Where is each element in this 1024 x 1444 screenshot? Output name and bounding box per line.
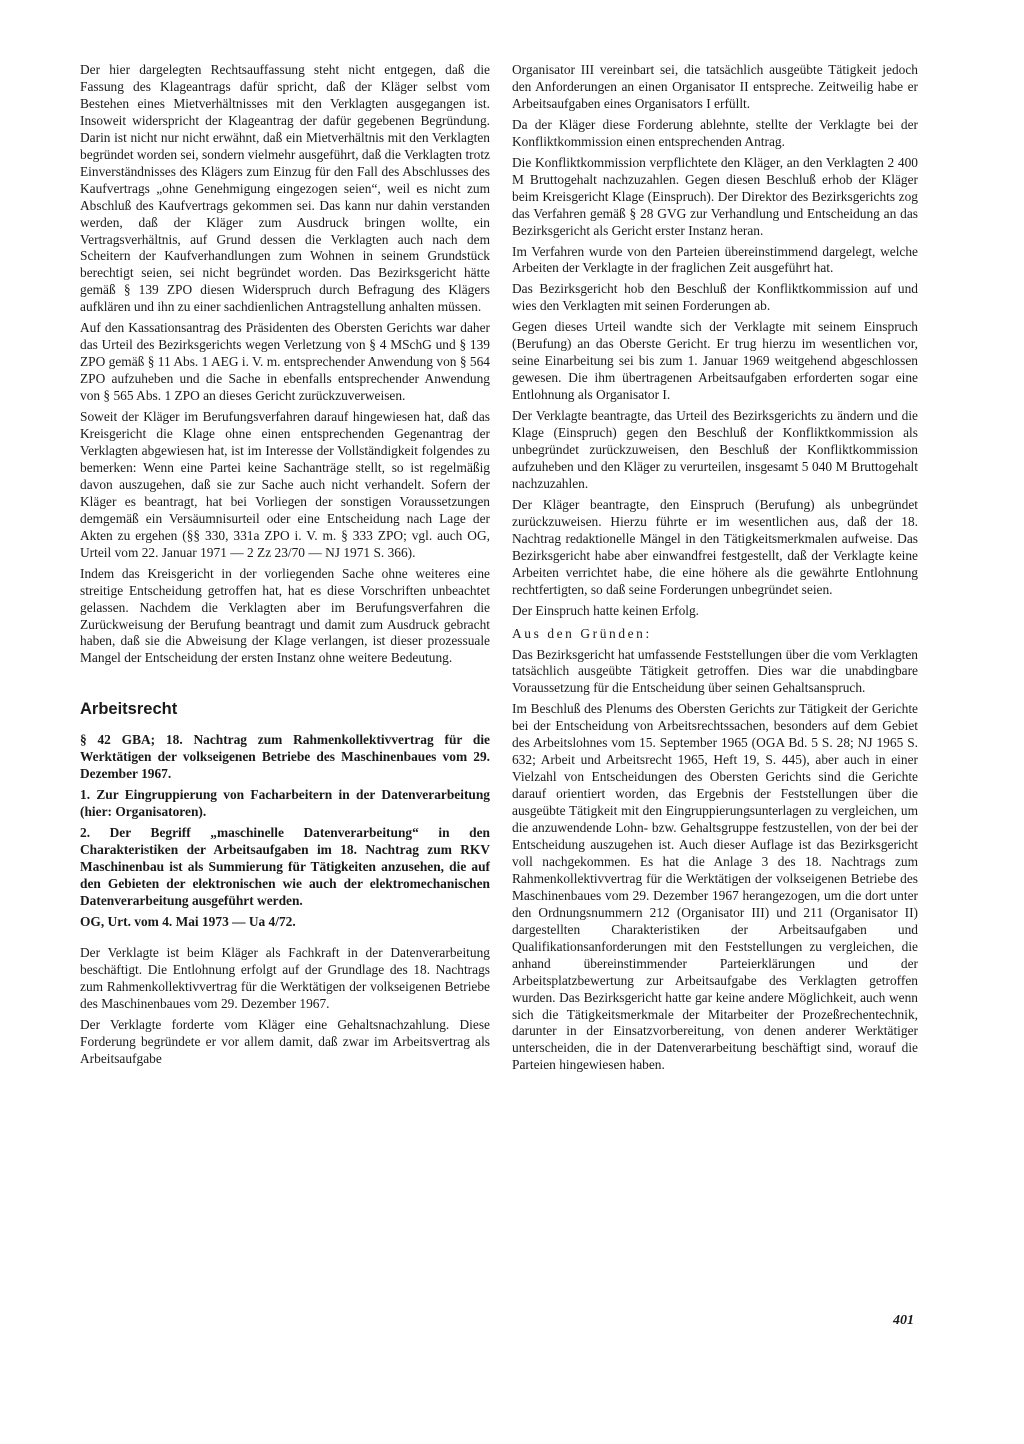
- paragraph: Im Verfahren wurde von den Parteien übereinstimmend dargelegt, welche Arbeiten der Verklagte in der fraglichen Zeit ausgeführt hat.: [512, 243, 918, 276]
- paragraph: Das Bezirksgericht hob den Beschluß der Konfliktkommission auf und wies den Verklagten mit seinen Forderungen ab.: [512, 281, 918, 314]
- headnote-item: 1. Zur Eingruppierung von Facharbeitern in der Datenverarbeitung (hier: Organisatoren).: [80, 787, 490, 820]
- page-number: 401: [893, 1313, 914, 1328]
- right-column: [512, 62, 918, 1078]
- paragraph: Der Verklagte forderte vom Kläger eine Gehaltsnachzahlung. Diese Forderung begründete er vor allem damit, daß zwar im Arbeitsvertrag als Arbeitsaufgabe: [80, 1016, 490, 1066]
- headnote-statutes: § 42 GBA; 18. Nachtrag zum Rahmenkollektivvertrag für die Werktätigen der volkseigenen Betriebe des Maschinenbaues vom 29. Dezember 1967.: [80, 732, 490, 782]
- headnote-item: 2. Der Begriff „maschinelle Datenverarbeitung“ in den Charakteristiken der Arbeitsaufgaben im 18. Nachtrag zum RKV Maschinenbau ist als Summierung für Tätigkeiten anzusehen, die auf den Gebieten der elektronischen wie auch der elektromechanischen Datenverarbeitung ausgeführt werden.: [80, 825, 490, 908]
- section-heading: Arbeitsrecht: [80, 700, 178, 719]
- paragraph: Der hier dargelegten Rechtsauffassung steht nicht entgegen, daß die Fassung des Klageantrags dafür spricht, daß der Kläger selbst vom Bestehen eines Mietverhältnisses mit den Verklagten ausgegangen ist. Insoweit widerspricht der Klageantrag der dafür gegebenen Begründung. Darin ist nicht nur nicht erwähnt, daß ein Mietverhältnis mit den Verklagten begründet worden sei, sondern vielmehr ausgeführt, daß die Verklagten trotz Einverständnisses des Klägers zum Einzug für den Fall des Abschlusses des Kaufvertrags „ohne Genehmigung eingezogen seien“, weil es nicht zum Abschluß des Kaufvertrags gekommen sei. Das kann nur dahin verstanden werden, daß der Kläger zum Ausdruck bringen wollte, ein Vertragsverhältnis, auf Grund dessen die Verklagten auch nach dem Scheitern der Kaufverhandlungen zum Wohnen in seinem Grundstück berechtigt seien, sei nicht begründet worden. Das Bezirksgericht hätte gemäß § 139 ZPO diesen Widerspruch durch Befragung des Klägers aufklären und ihn zu einer sachdienlichen Antragstellung anhalten müssen.: [80, 62, 490, 315]
- paragraph: Der Kläger beantragte, den Einspruch (Berufung) als unbegründet zurückzuweisen. Hierzu führte er im wesentlichen aus, daß der 18. Nachtrag redaktionelle Mängel in den Tätigkeitsmerkmalen aufweise. Das Bezirksgericht habe aber einwandfrei festgestellt, daß der Verklagte keine Arbeiten verrichtet habe, die eine höhere als die gewährte Entlohnung rechtfertigten, so daß seine Forderungen unbegründet seien.: [512, 496, 918, 597]
- paragraph: Indem das Kreisgericht in der vorliegenden Sache ohne weiteres eine streitige Entscheidung getroffen hat, hat es diese Vorschriften unbeachtet gelassen. Nachdem die Verklagten aber im Berufungsverfahren die Zurückweisung der Berufung beantragt und damit zum Ausdruck gebracht haben, daß sie die Abweisung der Klage verlangen, ist dieser prozessuale Mangel der Entscheidung der ersten Instanz ohne weitere Bedeutung.: [80, 565, 490, 666]
- decision-citation: OG, Urt. vom 4. Mai 1973 — Ua 4/72.: [80, 913, 296, 929]
- paragraph: Da der Kläger diese Forderung ablehnte, stellte der Verklagte bei der Konfliktkommission einen entsprechenden Antrag.: [512, 116, 918, 149]
- paragraph: Im Beschluß des Plenums des Obersten Gerichts zur Tätigkeit der Gerichte bei der Entscheidung von Arbeitsrechtssachen, besonders auf dem Gebiet des Arbeitslohnes vom 15. September 1965 (OGA Bd. 5 S. 28; NJ 1965 S. 632; Arbeit und Arbeitsrecht 1965, Heft 19, S. 445), aber auch in einer Vielzahl von Entscheidungen des Obersten Gerichts sind die Gerichte darauf orientiert worden, das Ergebnis der Feststellungen über die ausgeübte Tätigkeit mit den Eingruppierungsunterlagen zu vergleichen, um die anzuwendende Lohn- bzw. Gehaltsgruppe festzustellen, von der bei der Entscheidung auszugehen ist. Auch dieser Auflage ist das Bezirksgericht voll nachgekommen. Es hat die Anlage 3 des 18. Nachtrags zum Rahmenkollektivvertrag für die Werktätigen der volkseigenen Betriebe des Maschinenbaues vom 29. Dezember 1967 herangezogen, um die dort unter den Ordnungsnummern 212 (Organisator III) und 211 (Organisator II) dargestellten Charakteristiken der Arbeitsaufgaben und Qualifikationsanforderungen mit den Feststellungen zu vergleichen, die anhand übereinstimmender Parteierklärungen und der Arbeitsplatzbewertung zur Arbeitsaufgabe des Verklagten getroffen wurden. Das Bezirksgericht hatte gar keine andere Möglichkeit, auch wenn sich die Tätigkeitsmerkmale der Mitarbeiter der Prozeßrechentechnik, darunter in der Einsatzvorbereitung, von denen anderer Werktätiger unterscheiden, die in der Datenverarbeitung beschäftigt sind, worauf die Parteien hingewiesen haben.: [512, 701, 918, 1073]
- paragraph: Auf den Kassationsantrag des Präsidenten des Obersten Gerichts war daher das Urteil des Bezirksgerichts wegen Verletzung von § 4 MSchG und § 139 ZPO gemäß § 11 Abs. 1 AEG i. V. m. entsprechender Anwendung von § 564 ZPO aufzuheben und die Sache in ebenfalls entsprechender Anwendung von § 565 Abs. 1 ZPO an dieses Gericht zurückzuverweisen.: [80, 320, 490, 404]
- paragraph: Der Verklagte beantragte, das Urteil des Bezirksgerichts zu ändern und die Klage (Einspruch) gegen den Beschluß der Konfliktkommission als unbegründet zurückzuweisen, den Beschluß der Konfliktkommission aufzuheben und den Kläger zu verurteilen, insgesamt 5 040 M Bruttogehalt nachzuzahlen.: [512, 408, 918, 491]
- reasons-heading: Aus den Gründen:: [512, 625, 652, 641]
- paragraph: Soweit der Kläger im Berufungsverfahren darauf hingewiesen hat, daß das Kreisgericht die Klage ohne einen entsprechenden Gegenantrag der Verklagten abgewiesen hat, ist im Interesse der Vollständigkeit folgendes zu bemerken: Wenn eine Partei keine Sachanträge stellt, so ist regelmäßig davon auszugehen, daß sie zur Sache auch nicht verhandelt. Sofern der Kläger es beantragt, hat bei Vorliegen der sonstigen Voraussetzungen demgemäß ein Versäumnisurteil oder eine Entscheidung nach Lage der Akten zu ergehen (§§ 330, 331a ZPO i. V. m. § 333 ZPO; vgl. auch OG, Urteil vom 22. Januar 1971 — 2 Zz 23/70 — NJ 1971 S. 366).: [80, 409, 490, 560]
- paragraph: Gegen dieses Urteil wandte sich der Verklagte mit seinem Einspruch (Berufung) an das Oberste Gericht. Er trug hierzu im wesentlichen vor, seine Einarbeitung sei bis zum 1. Januar 1969 weitgehend abgeschlossen gewesen. Die ihm übertragenen Arbeitsaufgaben erforderten sogar eine Entlohnung als Organisator I.: [512, 319, 918, 403]
- left-column: [80, 62, 490, 1071]
- paragraph: Organisator III vereinbart sei, die tatsächlich ausgeübte Tätigkeit jedoch den Anforderungen an einen Organisator II entspreche. Zeitweilig habe er Arbeitsaufgaben eines Organisators I erfüllt.: [512, 62, 918, 111]
- paragraph: Das Bezirksgericht hat umfassende Feststellungen über die vom Verklagten tatsächlich ausgeübte Tätigkeit getroffen. Dies war die unabdingbare Voraussetzung für die Entscheidung über seinen Gehaltsanspruch.: [512, 646, 918, 696]
- paragraph: Der Verklagte ist beim Kläger als Fachkraft in der Datenverarbeitung beschäftigt. Die Entlohnung erfolgt auf der Grundlage des 18. Nachtrags zum Rahmenkollektivvertrag für die Werktätigen der volkseigenen Betriebe des Maschinenbaues vom 29. Dezember 1967.: [80, 944, 490, 1011]
- paragraph: Der Einspruch hatte keinen Erfolg.: [512, 602, 700, 618]
- paragraph: Die Konfliktkommission verpflichtete den Kläger, an den Verklagten 2 400 M Bruttogehalt nachzuzahlen. Gegen diesen Beschluß erhob der Kläger beim Kreisgericht Klage (Einspruch). Der Direktor des Bezirksgerichts zog das Verfahren gemäß § 28 GVG zur Verhandlung und Entscheidung an das Bezirksgericht als Gericht erster Instanz heran.: [512, 154, 918, 238]
